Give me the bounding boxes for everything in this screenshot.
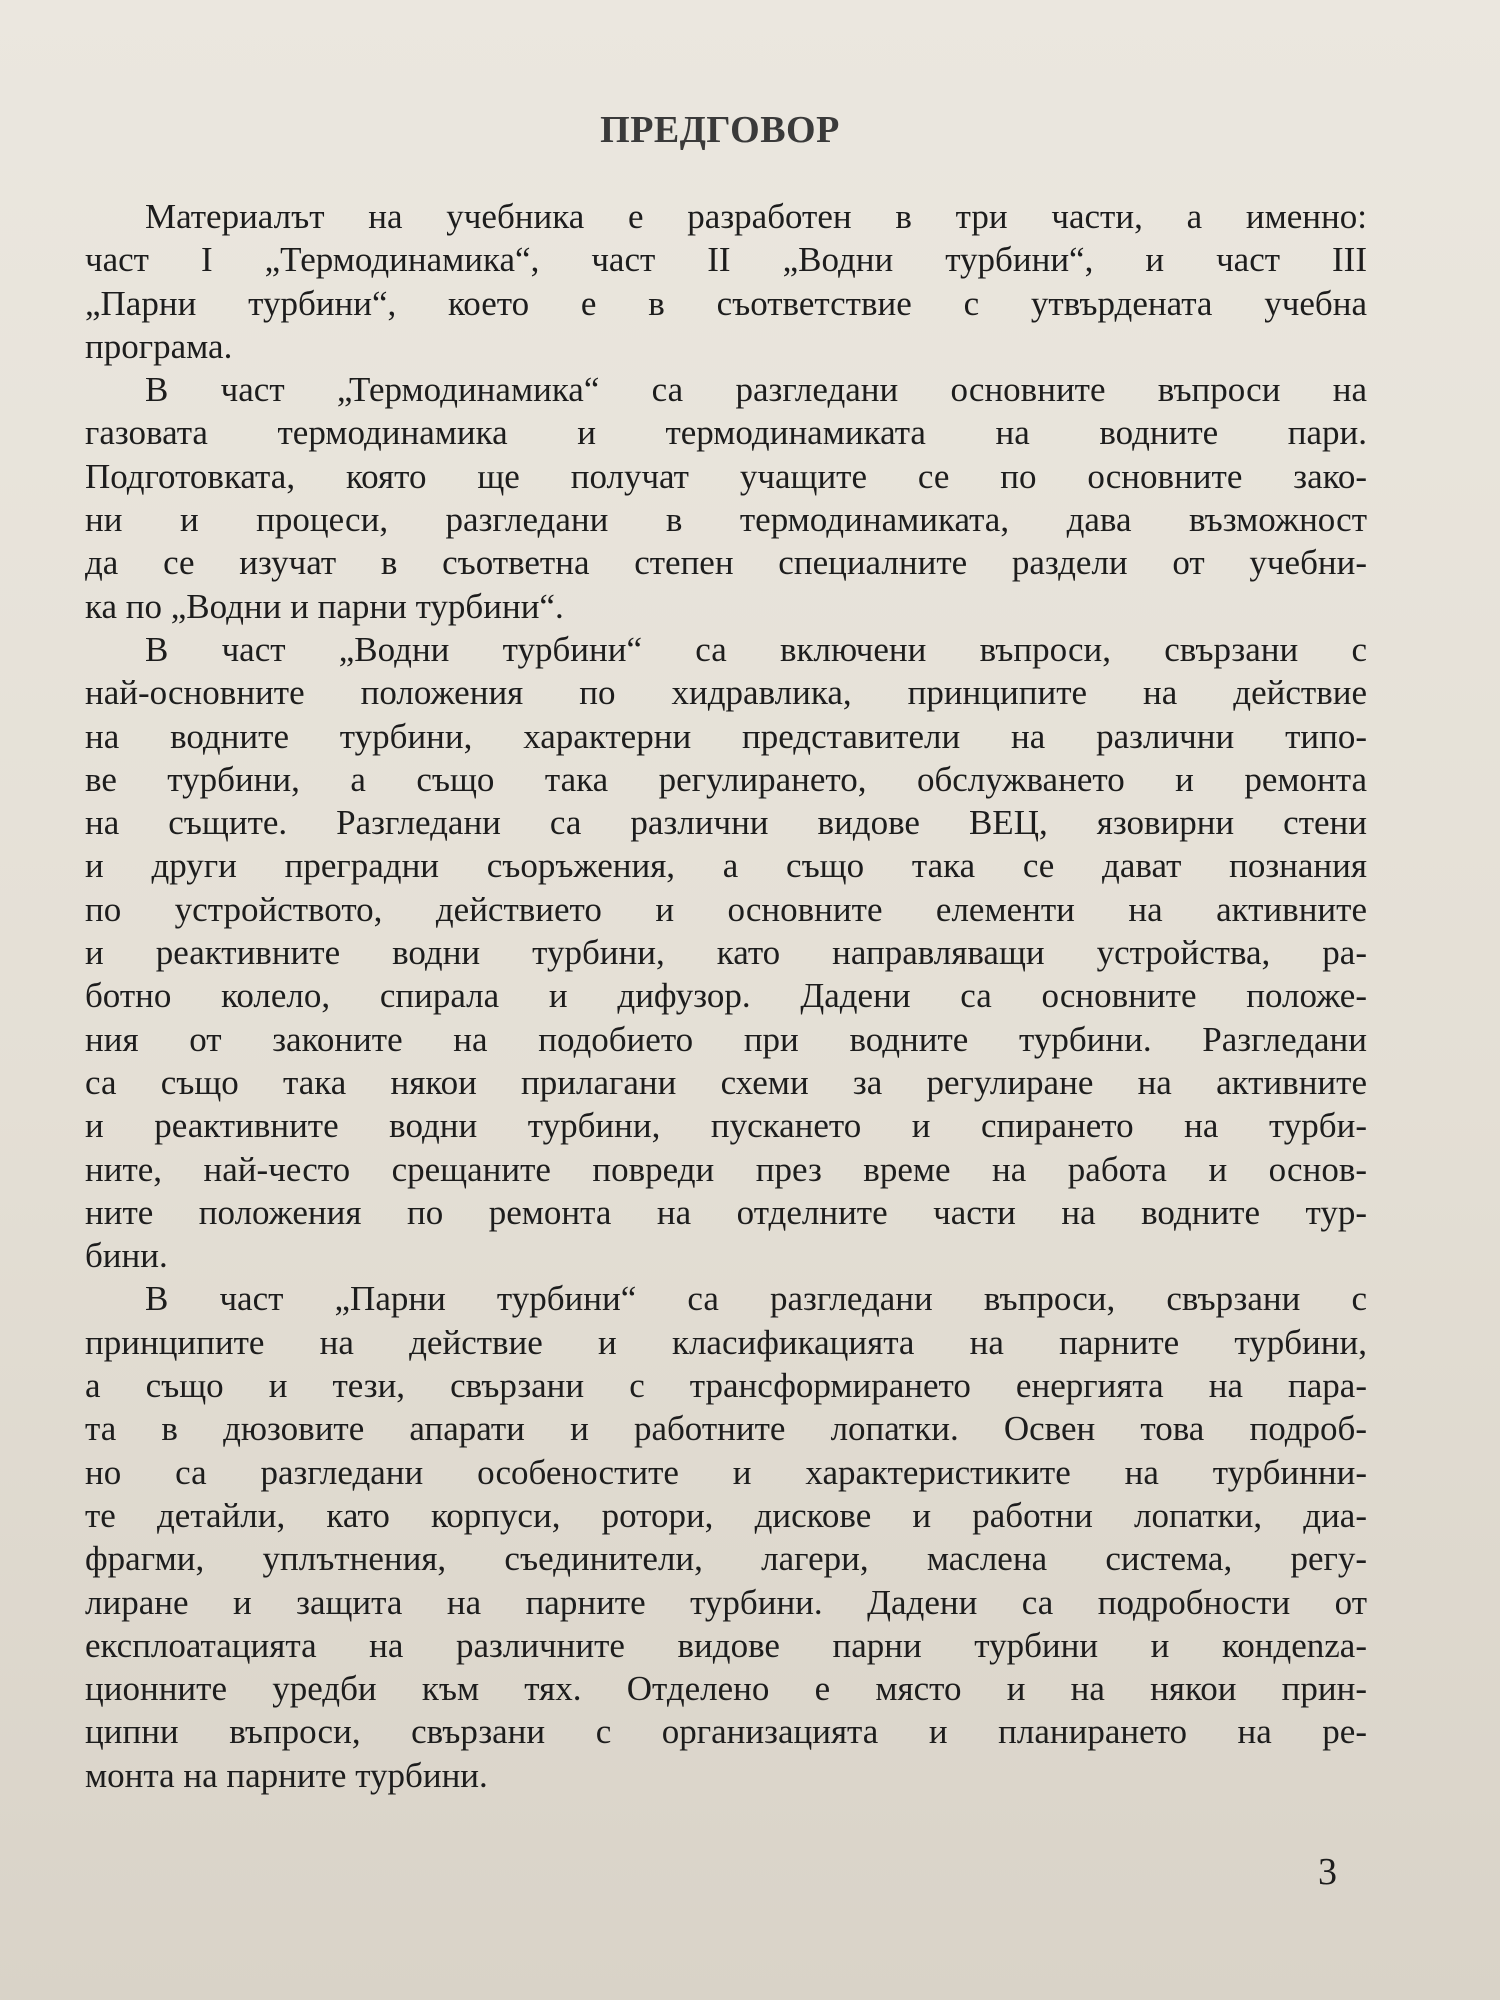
text-line: експлоатацията на различните видове парни турбини и кондenza- — [85, 1625, 1367, 1665]
text-line: „Парни турбини“, което е в съответствие с утвърдената учебна — [85, 283, 1367, 323]
text-line: но са разгледани особеностите и характеристиките на турбинни- — [85, 1452, 1367, 1492]
text-line: са също така някои прилагани схеми за регулиране на активните — [85, 1062, 1367, 1102]
text-line: по устройството, действието и основните елементи на активните — [85, 889, 1367, 929]
text-line: и реактивните водни турбини, като направляващи устройства, ра- — [85, 933, 1367, 973]
text-line: ни и процеси, разгледани в термодинамиката, дава възможност — [85, 500, 1367, 540]
text-line: ционните уредби към тях. Отделено е място и на някои прин- — [85, 1669, 1367, 1709]
text-line: ципни въпроси, свързани с организацията и планирането на ре- — [85, 1712, 1367, 1752]
text-line: ка по „Водни и парни турбини“. — [85, 586, 564, 626]
page-title: ПРЕДГОВОР — [600, 109, 840, 151]
text-line: да се изучат в съответна степен специалните раздели от учебни- — [85, 543, 1367, 583]
text-line: а също и тези, свързани с трансформирането енергията на пара- — [85, 1366, 1367, 1406]
text-line: лиране и защита на парните турбини. Дадени са подробности от — [85, 1582, 1367, 1622]
text-line: програма. — [85, 326, 233, 366]
text-line: та в дюзовите апарати и работните лопатки. Освен това подроб- — [85, 1409, 1367, 1449]
text-line: и други преградни съоръжения, а също така се дават познания — [85, 846, 1367, 886]
text-line: ботно колело, спирала и дифузор. Дадени са основните положе- — [85, 976, 1367, 1016]
paragraph — [85, 195, 1367, 368]
paragraph — [85, 368, 1367, 628]
text-line: и реактивните водни турбини, пускането и спирането на турби- — [85, 1106, 1367, 1146]
text-line: ните положения по ремонта на отделните части на водните тур- — [85, 1192, 1367, 1232]
page-number: 3 — [1318, 1851, 1337, 1893]
paragraph — [85, 1277, 1367, 1797]
text-line: на същите. Разгледани са различни видове ВЕЦ, язовирни стени — [85, 803, 1367, 843]
text-line: В част „Водни турбини“ са включени въпроси, свързани с — [145, 629, 1367, 669]
text-line: на водните турбини, характерни представители на различни типо- — [85, 716, 1367, 756]
preface-body — [85, 195, 1367, 1797]
text-line: В част „Термодинамика“ са разгледани основните въпроси на — [145, 370, 1367, 410]
text-line: бини. — [85, 1236, 168, 1276]
text-line: най-основните положения по хидравлика, принципите на действие — [85, 673, 1367, 713]
text-line: В част „Парни турбини“ са разгледани въпроси, свързани с — [145, 1279, 1367, 1319]
text-line: ве турбини, а също така регулирането, обслужването и ремонта — [85, 759, 1367, 799]
text-line: принципите на действие и класификацията на парните турбини, — [85, 1322, 1367, 1362]
text-line: фрагми, уплътнения, съединители, лагери, маслена система, регу- — [85, 1539, 1367, 1579]
text-line: ните, най-често срещаните повреди през време на работа и основ- — [85, 1149, 1367, 1189]
text-line: монта на парните турбини. — [85, 1755, 488, 1795]
text-line: част I „Термодинамика“, част II „Водни турбини“, и част III — [85, 240, 1367, 280]
text-line: Материалът на учебника е разработен в три части, а именно: — [145, 197, 1367, 236]
text-line: Подготовката, която ще получат учащите се по основните зако- — [85, 456, 1367, 496]
text-line: газовата термодинамика и термодинамиката на водните пари. — [85, 413, 1367, 453]
paragraph — [85, 628, 1367, 1277]
text-line: ния от законите на подобието при водните турбини. Разгледани — [85, 1019, 1367, 1059]
text-line: те детайли, като корпуси, ротори, дискове и работни лопатки, диа- — [85, 1495, 1367, 1535]
